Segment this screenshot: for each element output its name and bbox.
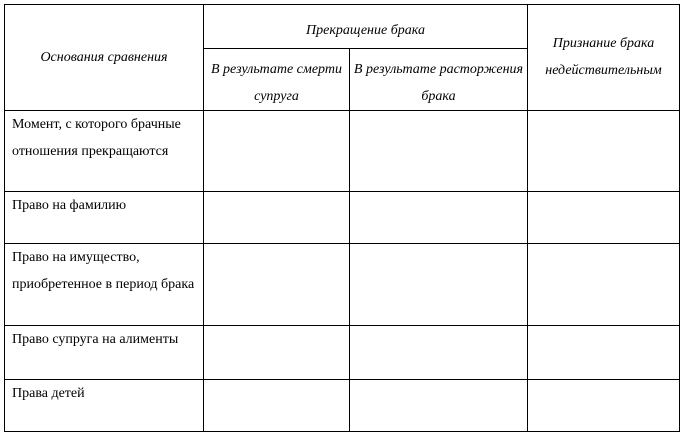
cell-divorce-children[interactable] (350, 380, 528, 432)
header-divorce (350, 49, 528, 111)
row-label-property: Право на имущество, приобретенное в период брака (5, 244, 204, 326)
table-row (5, 111, 680, 192)
table-row (5, 326, 680, 380)
header-death (204, 49, 350, 111)
cell-death-children[interactable] (204, 380, 350, 432)
header-termination-text: Прекращение брака (306, 23, 425, 38)
cell-death-property[interactable] (204, 244, 350, 326)
row-label-children: Права детей (5, 380, 204, 432)
header-basis-text: Основания сравнения (40, 50, 168, 65)
cell-death-surname[interactable] (204, 192, 350, 244)
cell-divorce-property[interactable] (350, 244, 528, 326)
header-death-text: В результате смерти супруга (211, 62, 342, 104)
cell-invalidity-children[interactable] (528, 380, 680, 432)
cell-divorce-surname[interactable] (350, 192, 528, 244)
row-label-surname: Право на фамилию (5, 192, 204, 244)
cell-invalidity-alimony[interactable] (528, 326, 680, 380)
header-invalidity-text: Признание брака недействительным (545, 36, 662, 78)
table-row (5, 380, 680, 432)
header-divorce-text: В результате расторжения брака (353, 62, 524, 104)
header-invalidity (528, 5, 680, 111)
table-row (5, 192, 680, 244)
header-row-top (5, 5, 680, 49)
table-row (5, 244, 680, 326)
row-label-moment: Момент, с которого брачные отношения прекращаются (5, 111, 204, 192)
cell-invalidity-moment[interactable] (528, 111, 680, 192)
comparison-table (4, 4, 680, 432)
header-basis (5, 5, 204, 111)
cell-invalidity-property[interactable] (528, 244, 680, 326)
row-label-alimony: Право супруга на алименты (5, 326, 204, 380)
cell-death-alimony[interactable] (204, 326, 350, 380)
cell-divorce-alimony[interactable] (350, 326, 528, 380)
cell-invalidity-surname[interactable] (528, 192, 680, 244)
cell-death-moment[interactable] (204, 111, 350, 192)
cell-divorce-moment[interactable] (350, 111, 528, 192)
header-termination (204, 5, 528, 49)
